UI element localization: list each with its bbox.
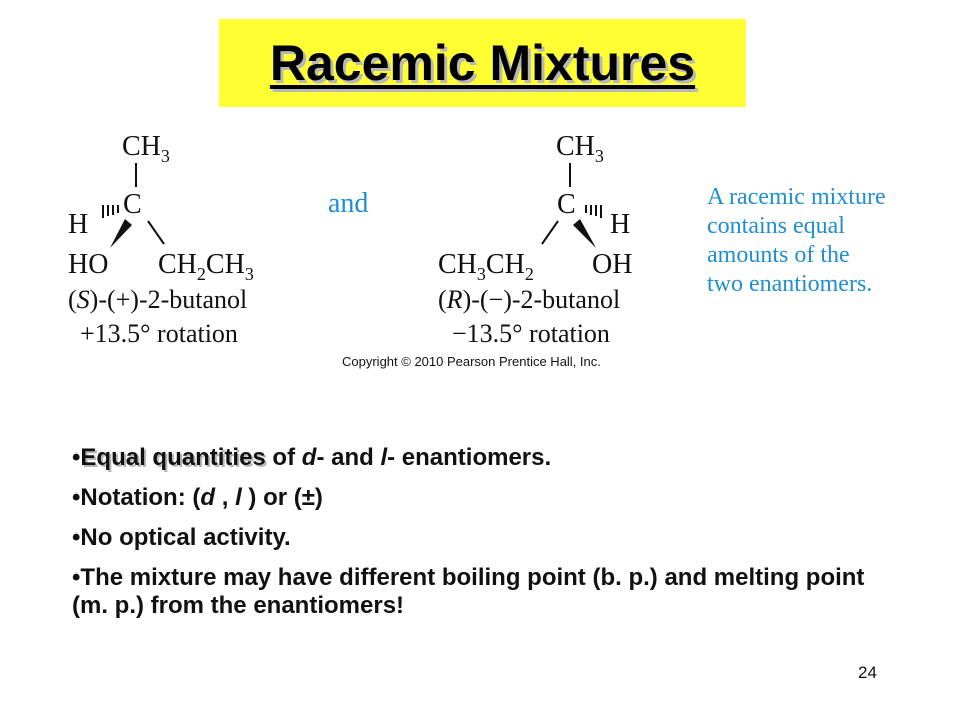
right-bond-left [542, 221, 558, 244]
right-bottom-right-group: OH [592, 249, 633, 280]
bullet-item: •Notation: (d , l ) or (±) [72, 484, 323, 511]
right-rotation: −13.5° rotation [452, 319, 610, 348]
left-wedge-bond [110, 219, 132, 248]
bullet-item: •The mixture may have different boiling point (b. p.) and melting point (m. p.) from the enantiomers! [72, 564, 865, 619]
connector-and: and [328, 188, 369, 219]
right-hashed-bond [586, 205, 601, 218]
left-molecule-structure [60, 125, 310, 355]
bullet-item: •Equal quantities of d- and l- enantiomers. [72, 444, 552, 471]
right-top-group: $CH_3$ [556, 131, 604, 166]
left-center-carbon: C [123, 189, 142, 220]
bullet-list [72, 444, 892, 632]
left-bottom-right-group: $CH_2CH_3$ [158, 249, 254, 284]
copyright-notice: Copyright © 2010 Pearson Prentice Hall, Inc. [342, 354, 601, 369]
racemic-note [707, 183, 927, 299]
right-molecule-name: (R)-(−)-2-butanol [438, 285, 621, 314]
note-line: two enantiomers. [707, 271, 873, 297]
left-molecule-name: (S)-(+)-2-butanol [68, 285, 248, 314]
right-bottom-left-group: $CH_3CH_2$ [438, 249, 534, 284]
right-molecule-structure [430, 125, 680, 355]
note-line: contains equal [707, 213, 845, 239]
right-wedge-bond [573, 219, 596, 248]
page-number: 24 [858, 663, 877, 682]
slide-title: Racemic Mixtures [269, 35, 696, 91]
left-rotation: +13.5° rotation [80, 319, 238, 348]
note-line: A racemic mixture [707, 184, 886, 210]
left-h-atom: H [68, 209, 89, 240]
right-h-atom: H [610, 209, 631, 240]
left-bottom-left-group: HO [68, 249, 109, 280]
note-line: amounts of the [707, 242, 850, 268]
title-banner [219, 19, 746, 107]
bullet-emphasis: Equal quantities [80, 444, 266, 471]
left-hashed-bond [103, 205, 118, 218]
right-center-carbon: C [557, 189, 576, 220]
left-top-group: $CH_3$ [122, 131, 170, 166]
left-bond-right [148, 221, 164, 244]
bullet-item: •No optical activity. [72, 524, 291, 551]
